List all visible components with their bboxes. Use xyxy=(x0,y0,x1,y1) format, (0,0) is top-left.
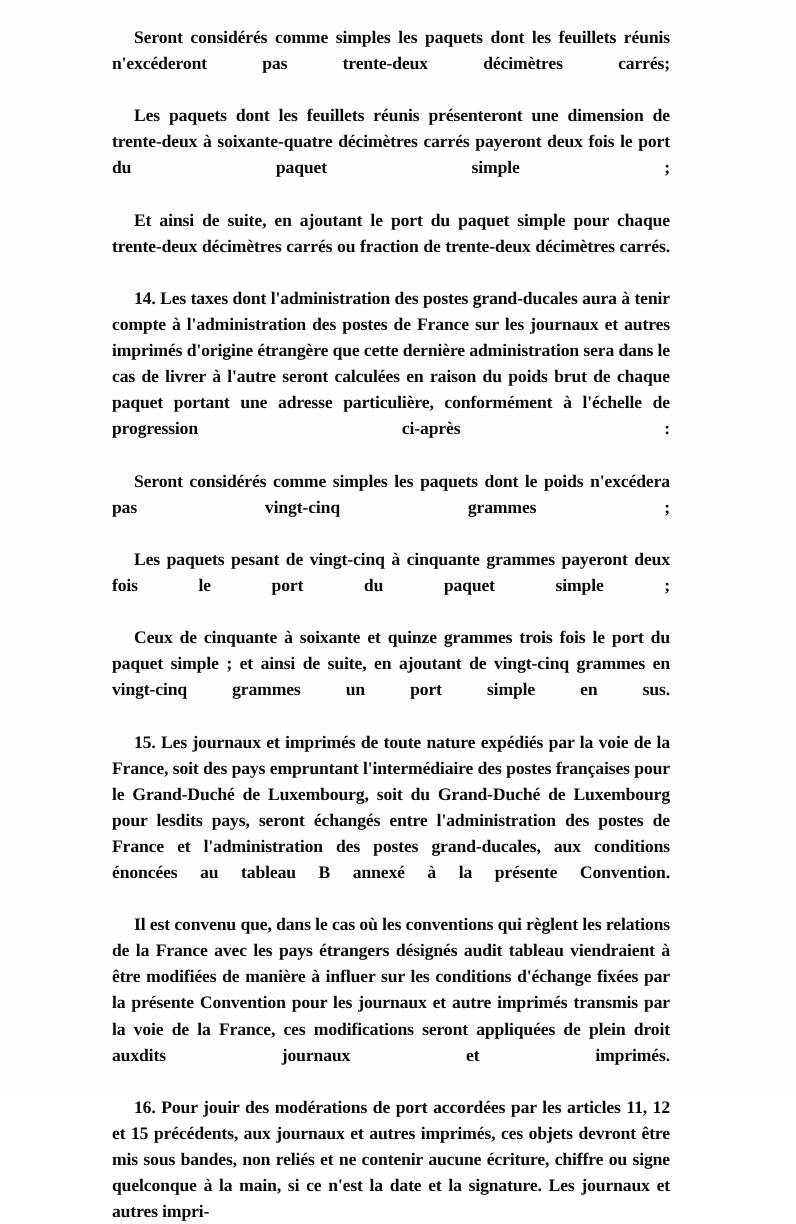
paragraph: Les paquets dont les feuillets réunis présenteront une dimension de trente-deux à soixante-quatre décimètres carrés payeront deux fois le port du paquet simple ; xyxy=(112,105,670,178)
paragraph: Il est convenu que, dans le cas où les conventions qui règlent les relations de la France avec les pays étrangers désignés audit tableau viendraient à être modifiées de manière à influer sur les conditions d'échange fixées par la présente Convention pour les journaux et autre imprimés transmis par la voie de la France, ces modifications seront appliquées de plein droit auxdits journaux et imprimés. xyxy=(112,914,670,1065)
paragraph-article-15: 15. Les journaux et imprimés de toute nature expédiés par la voie de la France, soit des pays empruntant l'intermédiaire des postes françaises pour le Grand-Duché de Luxembourg, soit du Grand-Duché de Luxembourg pour lesdits pays, seront échangés entre l'administration des postes de France et l'administration des postes grand-ducales, aux conditions énoncées au tableau B annexé à la présente Convention. xyxy=(112,731,670,882)
paragraph: Et ainsi de suite, en ajoutant le port du paquet simple pour chaque trente-deux décimètres carrés ou fraction de trente-deux décimètres carrés. xyxy=(112,209,670,256)
paragraph: Les paquets pesant de vingt-cinq à cinquante grammes payeront deux fois le port du paquet simple ; xyxy=(112,548,670,595)
paragraph: Seront considérés comme simples les paquets dont le poids n'excédera pas vingt-cinq grammes ; xyxy=(112,470,670,517)
paragraph-article-14: 14. Les taxes dont l'administration des postes grand-ducales aura à tenir compte à l'administration des postes de France sur les journaux et autres imprimés d'origine étrangère que cette dernière administration sera dans le cas de livrer à l'autre seront calculées en raison du poids brut de chaque paquet portant une adresse particulière, conformément à l'échelle de progression ci-après : xyxy=(112,287,670,439)
paragraph: Ceux de cinquante à soixante et quinze grammes trois fois le port du paquet simple ; et ainsi de suite, en ajoutant de vingt-cinq grammes en vingt-cinq grammes un port simple en sus. xyxy=(112,627,670,700)
text-column xyxy=(112,24,670,1224)
paragraph: Seront considérés comme simples les paquets dont les feuillets réunis n'excéderont pas trente-deux décimètres carrés; xyxy=(112,27,670,74)
paragraph-article-16: 16. Pour jouir des modérations de port accordées par les articles 11, 12 et 15 précédents, aux journaux et autres imprimés, ces objets devront être mis sous bandes, non reliés et ne contenir aucune écriture, chiffre ou signe quelconque à la main, si ce n'est la date et la signature. Les journaux et autres impri- xyxy=(112,1096,670,1222)
